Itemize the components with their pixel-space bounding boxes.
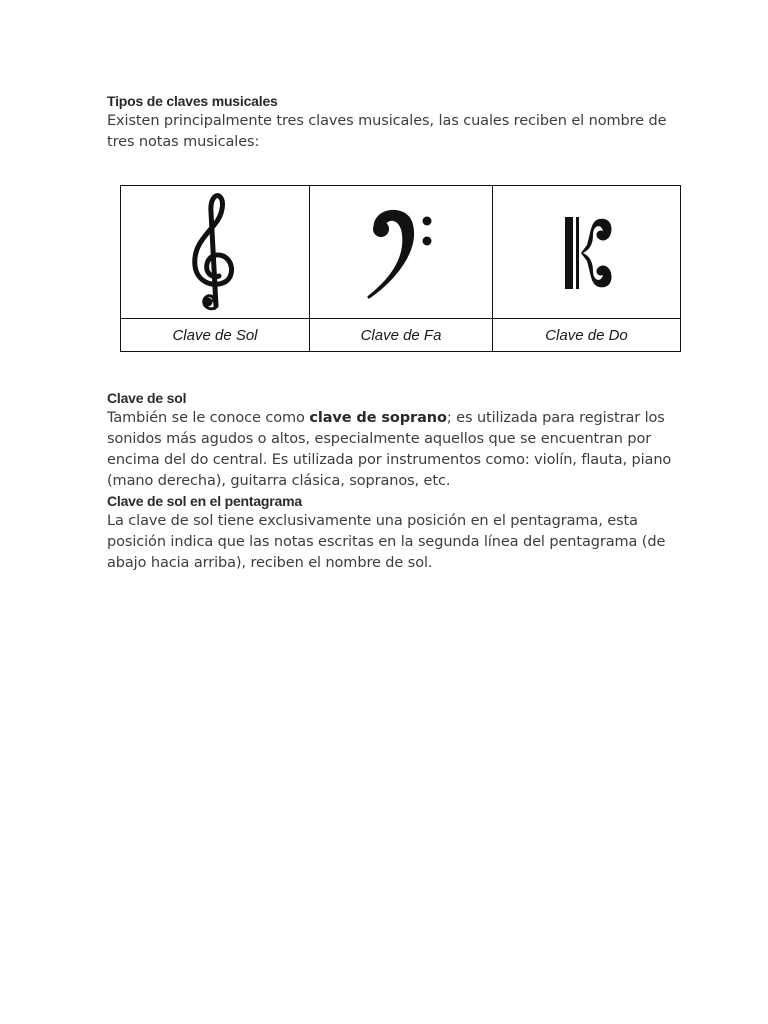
bass-clef-icon — [361, 197, 441, 307]
clave-sol-text — [107, 408, 677, 492]
alto-clef-icon — [557, 207, 617, 297]
clave-sol-bold: clave de soprano — [309, 410, 447, 426]
clef-label-sol: Clave de Sol — [121, 319, 310, 352]
clefs-table — [120, 185, 681, 352]
bass-clef-cell — [310, 186, 493, 319]
clef-label-fa: Clave de Fa — [310, 319, 493, 352]
clave-sol-section — [107, 389, 677, 574]
clef-names-row — [121, 319, 681, 352]
pentagrama-text: La clave de sol tiene exclusivamente una posición en el pentagrama, esta posición indica que las notas escritas en la segunda línea del pentagrama (de abajo hacia arriba), reciben el nombre de sol. — [107, 513, 666, 571]
pentagrama-heading: Clave de sol en el pentagrama — [107, 493, 302, 509]
treble-clef-icon — [185, 190, 245, 314]
clef-label-do: Clave de Do — [493, 319, 681, 352]
intro-text: Existen principalmente tres claves musicales, las cuales reciben el nombre de tres notas musicales: — [107, 113, 667, 150]
clef-icons-row — [121, 186, 681, 319]
intro-heading: Tipos de claves musicales — [107, 93, 278, 109]
clave-sol-heading: Clave de sol — [107, 390, 187, 406]
clave-sol-text-after: ; es utilizada para registrar los sonidos más agudos o altos, especialmente aquellos que se encuentran por encima del do central. Es utilizada por instrumentos como: violín, flauta, piano (mano derecha), guitarra clásica, sopranos, etc. — [107, 410, 672, 489]
intro-section — [107, 92, 667, 153]
treble-clef-cell — [121, 186, 310, 319]
clave-sol-text-before: También se le conoce como — [107, 410, 310, 426]
alto-clef-cell — [493, 186, 681, 319]
